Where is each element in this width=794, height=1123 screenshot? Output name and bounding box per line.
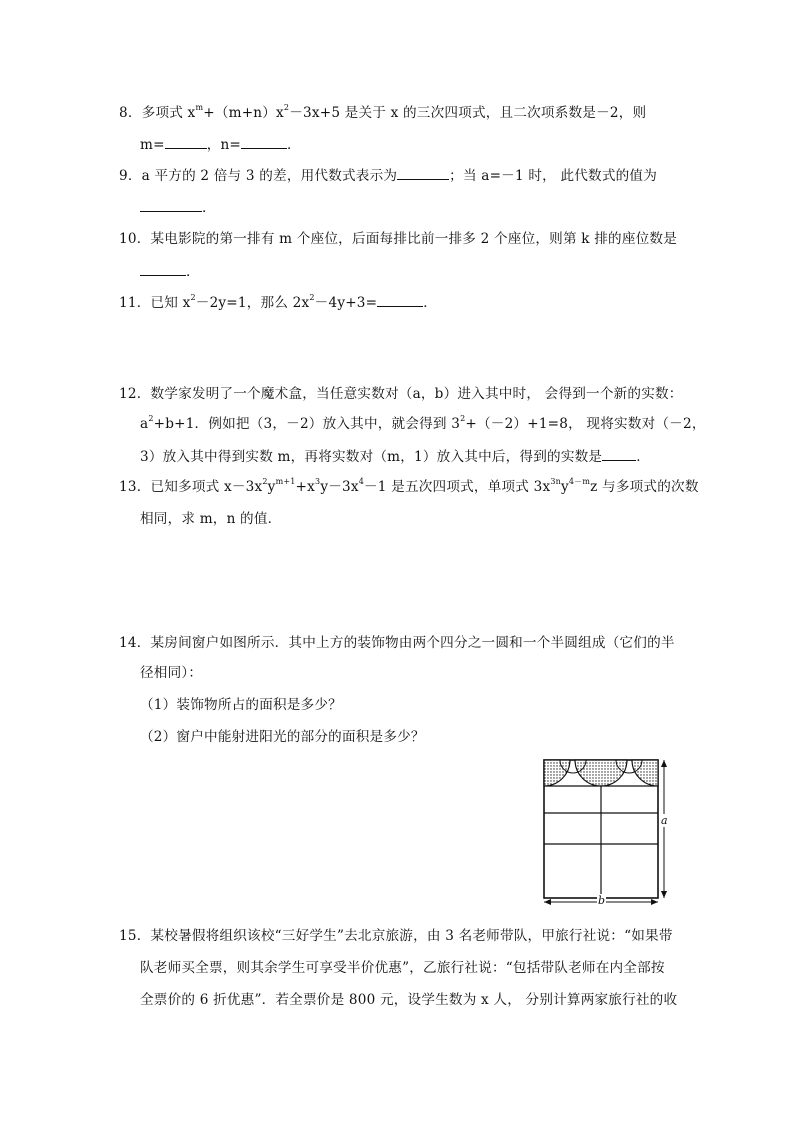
exponent: 2	[148, 414, 154, 424]
question-13-line-1	[119, 477, 699, 497]
question-text: 队老师买全票，则其余学生可享受半价优惠”，乙旅行社说：“包括带队老师在内全部按	[140, 960, 665, 976]
question-text: －1 是五次四项式，单项式 3x	[364, 479, 551, 495]
window-figure	[538, 756, 678, 906]
question-text: +（－2）+1=8， 现将实数对（－2，	[465, 416, 706, 432]
question-12-line-1	[119, 384, 683, 404]
exponent: 2	[283, 103, 290, 113]
middle-semicircle	[575, 760, 627, 786]
exponent: 2	[460, 414, 466, 424]
dimension-label-b: b	[598, 894, 606, 907]
exponent: 2	[262, 477, 268, 487]
question-number: 12．	[119, 386, 151, 402]
question-number: 11．	[119, 295, 151, 311]
question-text: 某房间窗户如图所示．其中上方的装饰物由两个四分之一圆和一个半圆组成（它们的半	[150, 635, 675, 651]
sub-question-text: （1）装饰物所占的面积是多少？	[140, 697, 342, 713]
answer-blank[interactable]	[377, 292, 423, 307]
question-text: 多项式 x	[141, 105, 196, 121]
question-text: 全票价的 6 折优惠”．若全票价是 800 元，设学生数为 x 人， 分别计算两家旅行社的收	[140, 992, 678, 1008]
question-text: 数学家发明了一个魔术盒，当任意实数对（a，b）进入其中时， 会得到一个新的实数：	[150, 386, 683, 402]
sub-question-text: （2）窗户中能射进阳光的部分的面积是多少？	[140, 729, 425, 745]
question-text: 3）放入其中得到实数 m，再将实数对（m，1）放入其中后，得到的实数是	[140, 449, 603, 465]
question-text: ．	[636, 449, 651, 465]
question-number: 8．	[119, 105, 142, 121]
question-number: 15．	[119, 928, 151, 944]
question-13-line-2	[140, 509, 281, 529]
answer-blank[interactable]	[140, 261, 186, 276]
question-text: ．	[287, 137, 301, 153]
question-15-line-3	[140, 990, 677, 1010]
question-text: －3x+5 是关于 x 的三次四项式，且二次项系数是－2，则	[289, 105, 647, 121]
question-text: +（m+n）x	[203, 105, 284, 121]
question-text: 已知多项式 x－3x	[150, 479, 263, 495]
exponent: m	[195, 103, 204, 113]
question-text: a 平方的 2 倍与 3 的差，用代数式表示为	[141, 168, 398, 184]
question-text: －2y=1，那么 2x	[195, 295, 310, 311]
exponent: m+1	[275, 477, 296, 487]
right-quarter-circle	[632, 760, 658, 786]
question-9-line-1	[119, 165, 657, 186]
question-text: ；当 a=－1 时， 此代数式的值为	[449, 168, 658, 184]
question-text: a	[140, 416, 149, 432]
question-8-line-2	[140, 134, 301, 155]
question-number: 10．	[119, 231, 151, 247]
exponent: 4－m	[568, 477, 591, 487]
question-12-line-3	[140, 446, 650, 467]
answer-blank[interactable]	[165, 134, 207, 149]
question-15-line-1	[119, 926, 673, 946]
left-quarter-circle	[544, 760, 570, 786]
question-text: ．	[186, 264, 200, 280]
question-14-line-2	[140, 663, 202, 683]
question-11-line-1	[119, 292, 437, 313]
question-text: y	[267, 479, 276, 495]
question-text: 已知 x	[150, 295, 191, 311]
question-15-line-2	[140, 958, 665, 978]
question-text: y－3x	[320, 479, 359, 495]
question-text: ．	[423, 295, 438, 311]
question-9-line-2	[140, 197, 216, 218]
question-number: 9．	[119, 168, 142, 184]
answer-blank[interactable]	[241, 134, 287, 149]
exponent: 2	[309, 293, 315, 303]
question-12-line-2	[140, 414, 706, 434]
answer-blank[interactable]	[140, 197, 202, 212]
question-text: 径相同）：	[140, 665, 203, 681]
question-text: +x	[295, 479, 316, 495]
question-8-line-1	[119, 103, 646, 123]
question-14-sub-2	[140, 727, 425, 747]
window-diagram	[538, 756, 678, 906]
question-text: －4y+3=	[314, 295, 378, 311]
question-14-line-1	[119, 633, 675, 653]
question-number: 13．	[119, 479, 151, 495]
question-number: 14．	[119, 635, 151, 651]
question-text: z 与多项式的次数	[590, 479, 699, 495]
question-14-sub-1	[140, 695, 342, 715]
question-text: 某校暑假将组织该校“三好学生”去北京旅游，由 3 名老师带队，甲旅行社说：“如果带	[150, 928, 673, 944]
question-text: ．	[202, 200, 216, 216]
question-10-line-1	[119, 229, 677, 249]
dimension-label-a: a	[661, 814, 668, 827]
answer-blank[interactable]	[397, 165, 449, 180]
question-text: ，n=	[206, 137, 242, 153]
question-text: m=	[140, 137, 165, 153]
exponent: 3n	[550, 477, 561, 487]
question-text: y	[561, 479, 569, 495]
decoration	[544, 760, 658, 786]
question-10-line-2	[140, 261, 200, 282]
exponent: 2	[190, 293, 196, 303]
question-text: 某电影院的第一排有 m 个座位，后面每排比前一排多 2 个座位，则第 k 排的座位数是	[150, 231, 677, 247]
answer-blank[interactable]	[602, 446, 636, 461]
exponent: 4	[358, 477, 364, 487]
exponent: 3	[315, 477, 321, 487]
question-text: 相同，求 m，n 的值．	[140, 511, 282, 527]
question-text: +b+1．例如把（3，－2）放入其中，就会得到 3	[153, 416, 461, 432]
